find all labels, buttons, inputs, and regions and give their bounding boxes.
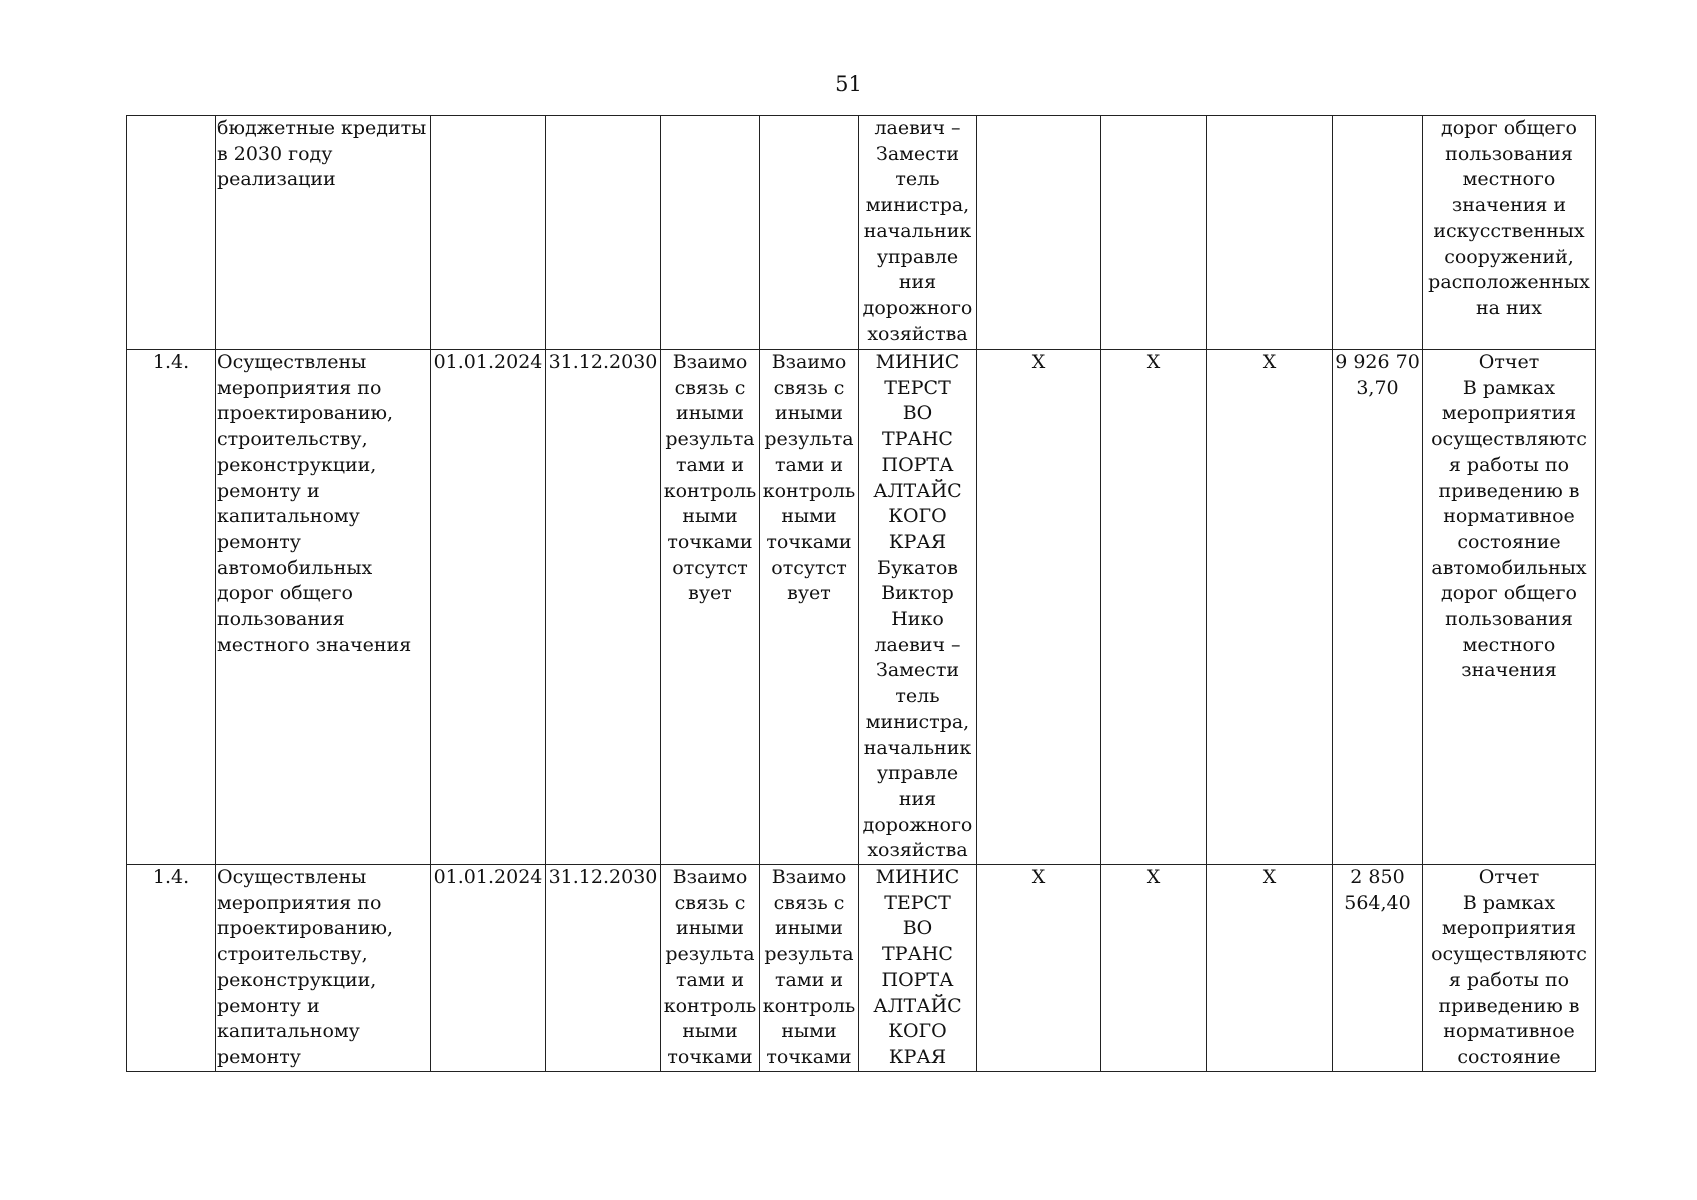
results-table [126,115,1596,1072]
row-number-cell: 1.4. [127,350,216,865]
x-cell-2: X [1101,350,1207,865]
row-number-cell: 1.4. [127,865,216,1072]
result-name-cell: Осуществлены мероприятия по проектированию, строительству, реконструкции, ремонту и капитальному ремонту [216,865,431,1072]
amount-cell [1333,116,1423,350]
responsible-cell: лаевич – Замести тель министра, начальник управле ния дорожного хозяйства [859,116,977,350]
report-cell: дорог общего пользования местного значения и искусственных сооружений, расположенных на них [1423,116,1596,350]
table-row [127,350,1596,865]
amount-cell: 9 926 70 3,70 [1333,350,1423,865]
start-date-cell: 01.01.2024 [431,350,546,865]
amount-cell: 2 850 564,40 [1333,865,1423,1072]
table-row [127,865,1596,1072]
page-number: 51 [835,72,862,96]
result-name-cell: бюджетные кредиты в 2030 году реализации [216,116,431,350]
row-number-cell [127,116,216,350]
x-cell-1: X [977,865,1101,1072]
table-row [127,116,1596,350]
result-name-cell: Осуществлены мероприятия по проектированию, строительству, реконструкции, ремонту и капитальному ремонту автомобильных дорог общего пользования местного значения [216,350,431,865]
x-cell-1: X [977,350,1101,865]
end-date-cell: 31.12.2030 [546,350,661,865]
end-date-cell: 31.12.2030 [546,865,661,1072]
x-cell-3 [1207,116,1333,350]
responsible-cell: МИНИС ТЕРСТ ВО ТРАНС ПОРТА АЛТАЙС КОГО КРАЯ Букатов Виктор Нико лаевич – Замести тель министра, начальник управле ния дорожного хозяйства [859,350,977,865]
relation-cell-2 [760,116,859,350]
report-cell: Отчет В рамках мероприятия осуществляютс я работы по приведению в нормативное состояние автомобильных дорог общего пользования местного значения [1423,350,1596,865]
end-date-cell [546,116,661,350]
relation-cell-1: Взаимо связь с иными результа тами и контроль ными точками отсутст вует [661,350,760,865]
relation-cell-1: Взаимо связь с иными результа тами и контроль ными точками [661,865,760,1072]
x-cell-3: X [1207,350,1333,865]
x-cell-2 [1101,116,1207,350]
report-cell: Отчет В рамках мероприятия осуществляютс я работы по приведению в нормативное состояние [1423,865,1596,1072]
responsible-cell: МИНИС ТЕРСТ ВО ТРАНС ПОРТА АЛТАЙС КОГО КРАЯ [859,865,977,1072]
start-date-cell: 01.01.2024 [431,865,546,1072]
x-cell-1 [977,116,1101,350]
relation-cell-2: Взаимо связь с иными результа тами и контроль ными точками [760,865,859,1072]
relation-cell-2: Взаимо связь с иными результа тами и контроль ными точками отсутст вует [760,350,859,865]
relation-cell-1 [661,116,760,350]
start-date-cell [431,116,546,350]
x-cell-2: X [1101,865,1207,1072]
x-cell-3: X [1207,865,1333,1072]
